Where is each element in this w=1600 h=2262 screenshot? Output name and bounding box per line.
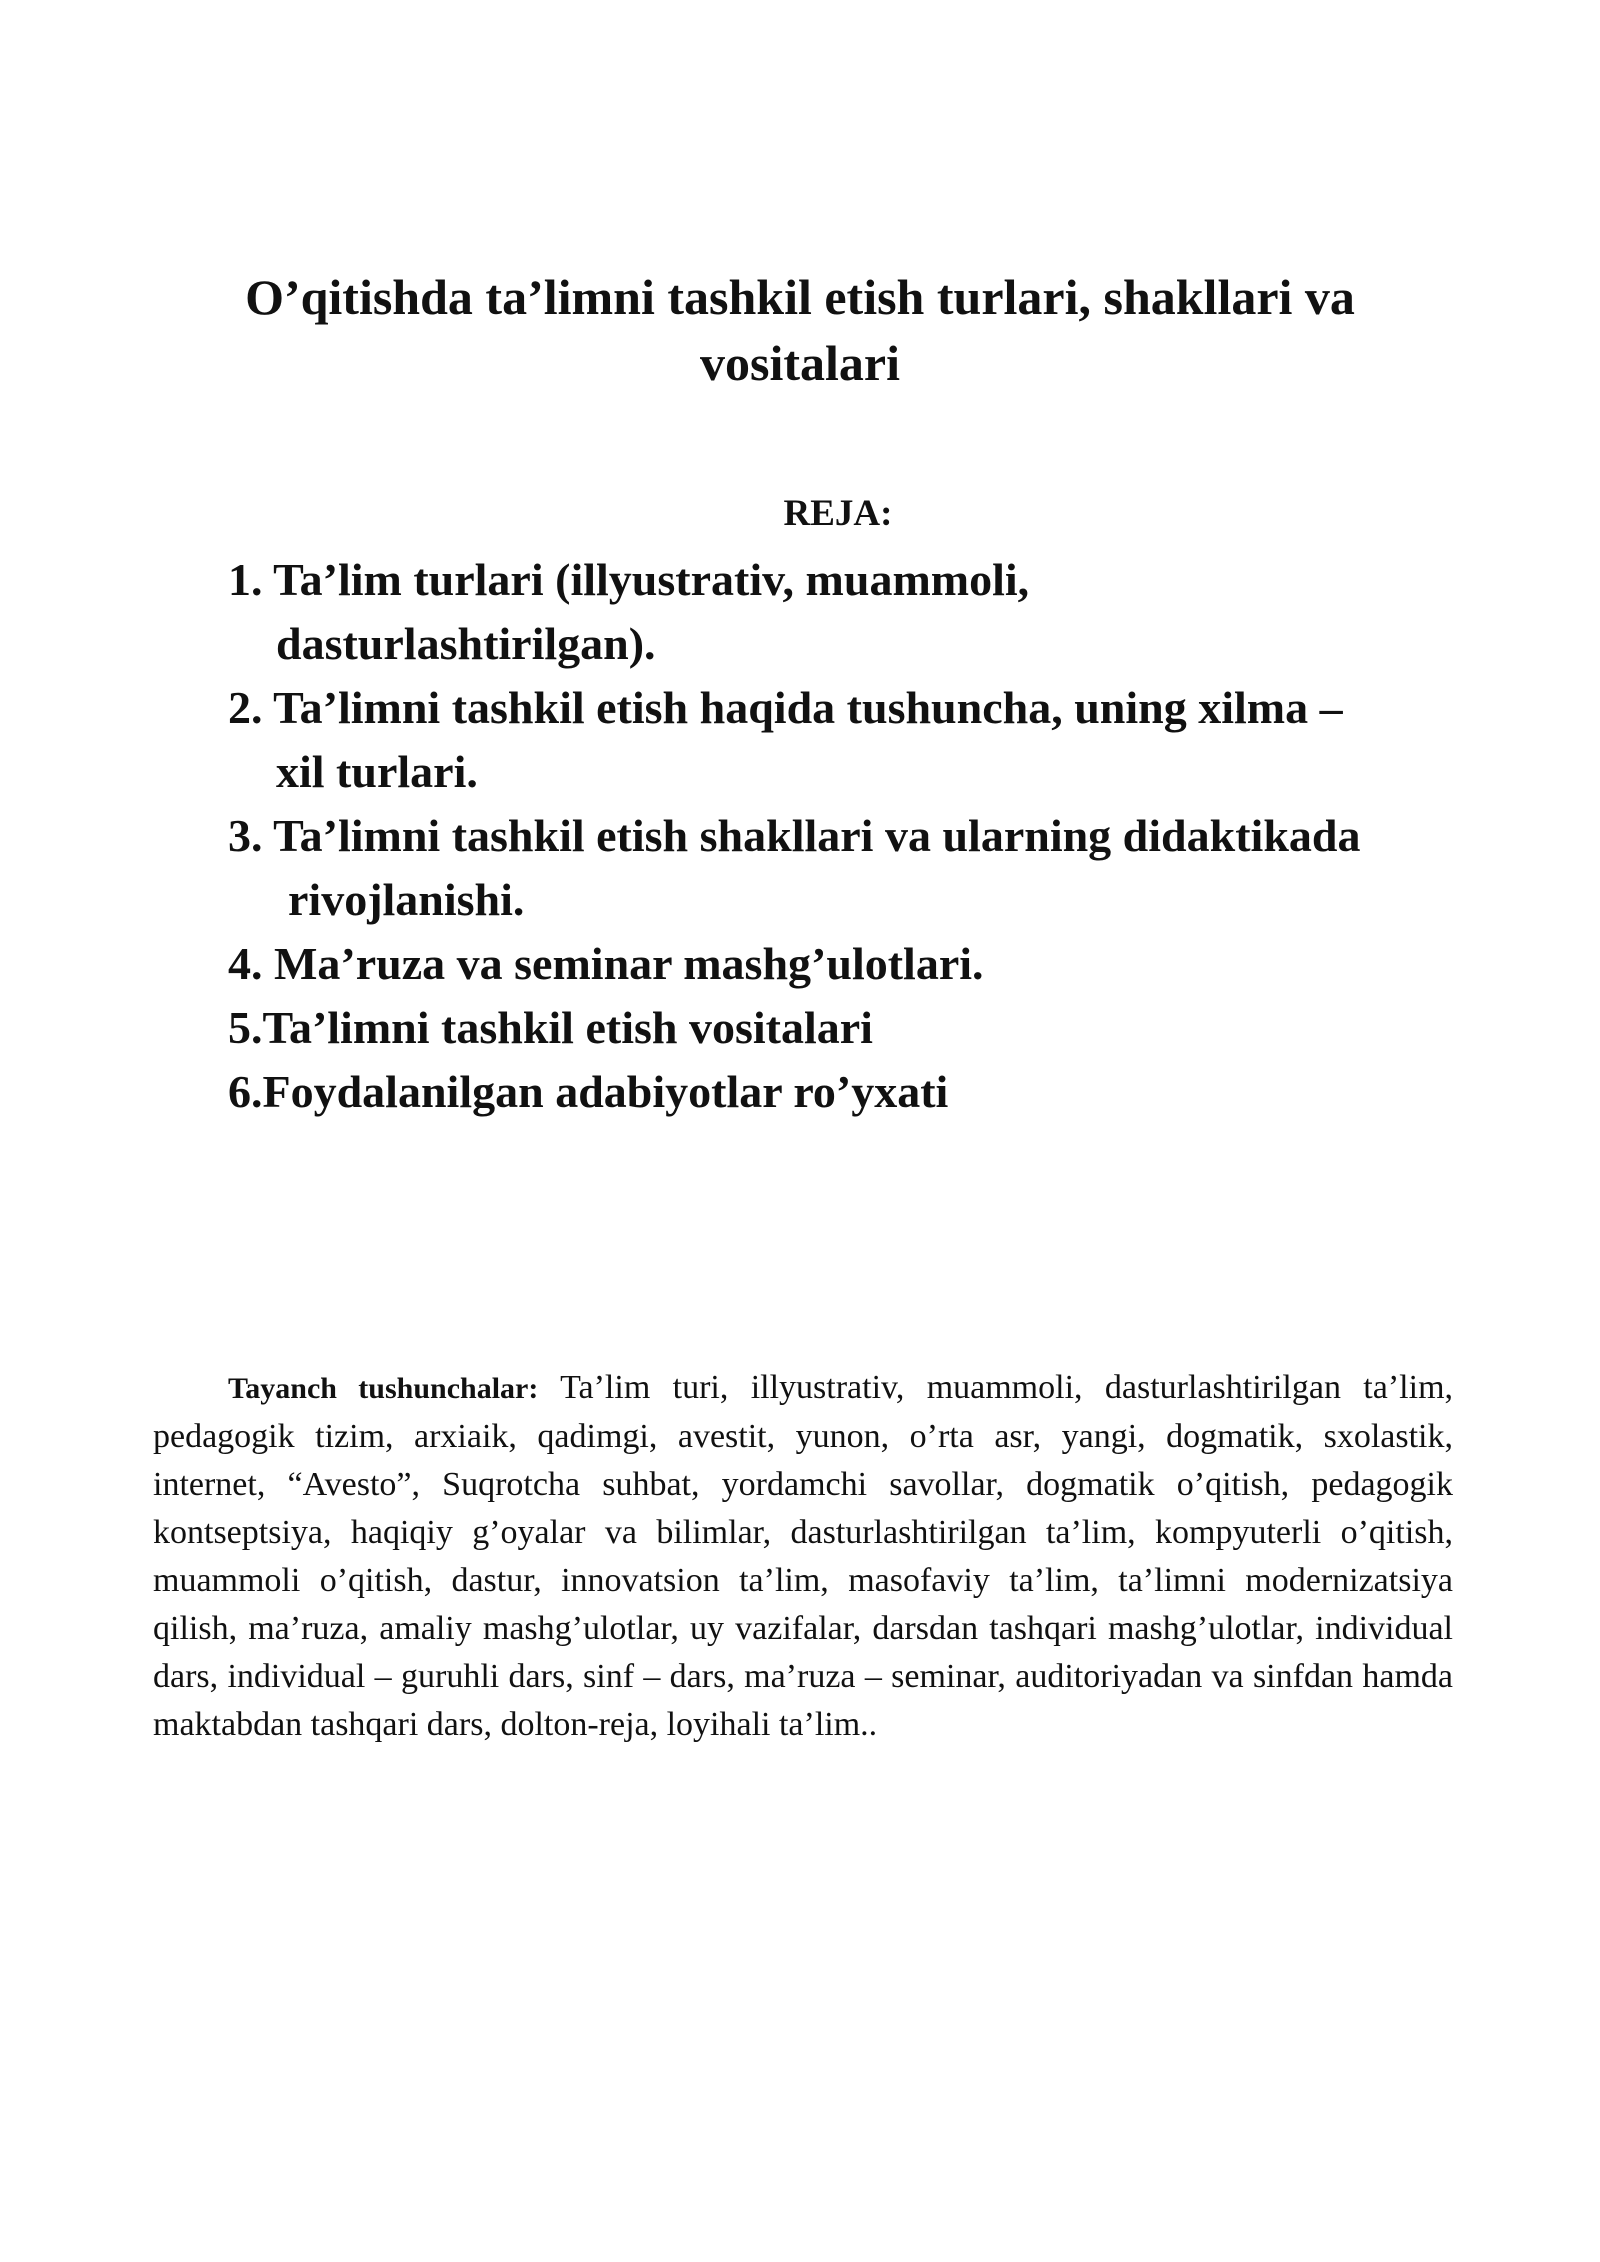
plan-item-3: 3. Ta’limni tashkil etish shakllari va ularning didaktikada (228, 810, 1361, 861)
key-concepts-text: Ta’lim turi, illyustrativ, muammoli, dasturlashtirilgan ta’lim, pedagogik tizim, arxiaik, qadimgi, avestit, yunon, o’rta asr, yangi, dogmatik, sxolastik, internet, “Avesto”, Suqrotcha suhbat, yordamchi savollar, dogmatik o’qitish, pedagogik kontseptsiya, haqiqiy g’oyalar va bilimlar, dasturlashtirilgan ta’lim, kompyuterli o’qitish, muammoli o’qitish, dastur, innovatsion ta’lim, masofaviy ta’lim, ta’limni modernizatsiya qilish, ma’ruza, amaliy mashg’ulotlar, uy vazifalar, darsdan tashqari mashg’ulotlar, individual dars, individual – guruhli dars, sinf – dars, ma’ruza – seminar, auditoriyadan va sinfdan hamda maktabdan tashqari dars, dolton-reja, loyihali ta’lim.. (153, 1369, 1454, 1743)
document-title (150, 264, 1450, 396)
title-line-2: vositalari (700, 335, 900, 391)
plan-item-4: 4. Ma’ruza va seminar mashg’ulotlari. (228, 938, 984, 989)
plan-item-2-continued: xil turlari. (276, 746, 478, 797)
plan-item-3-continued: rivojlanishi. (288, 874, 525, 925)
plan-heading-text: REJA: (783, 493, 893, 534)
title-line-1: O’qitishda ta’limni tashkil etish turlari, shakllari va (245, 269, 1355, 325)
plan-item-6: 6.Foydalanilgan adabiyotlar ro’yxati (228, 1066, 949, 1117)
plan-item-1: 1. Ta’lim turlari (illyustrativ, muammoli, (228, 554, 1030, 605)
plan-heading (0, 490, 1600, 538)
plan-list (228, 548, 1478, 1124)
plan-item-1-continued: dasturlashtirilgan). (276, 618, 656, 669)
key-concepts-label: Tayanch tushunchalar: (228, 1372, 539, 1405)
plan-item-2: 2. Ta’limni tashkil etish haqida tushuncha, uning xilma – (228, 682, 1343, 733)
key-concepts-paragraph (153, 1364, 1453, 1749)
plan-item-5: 5.Ta’limni tashkil etish vositalari (228, 1002, 873, 1053)
